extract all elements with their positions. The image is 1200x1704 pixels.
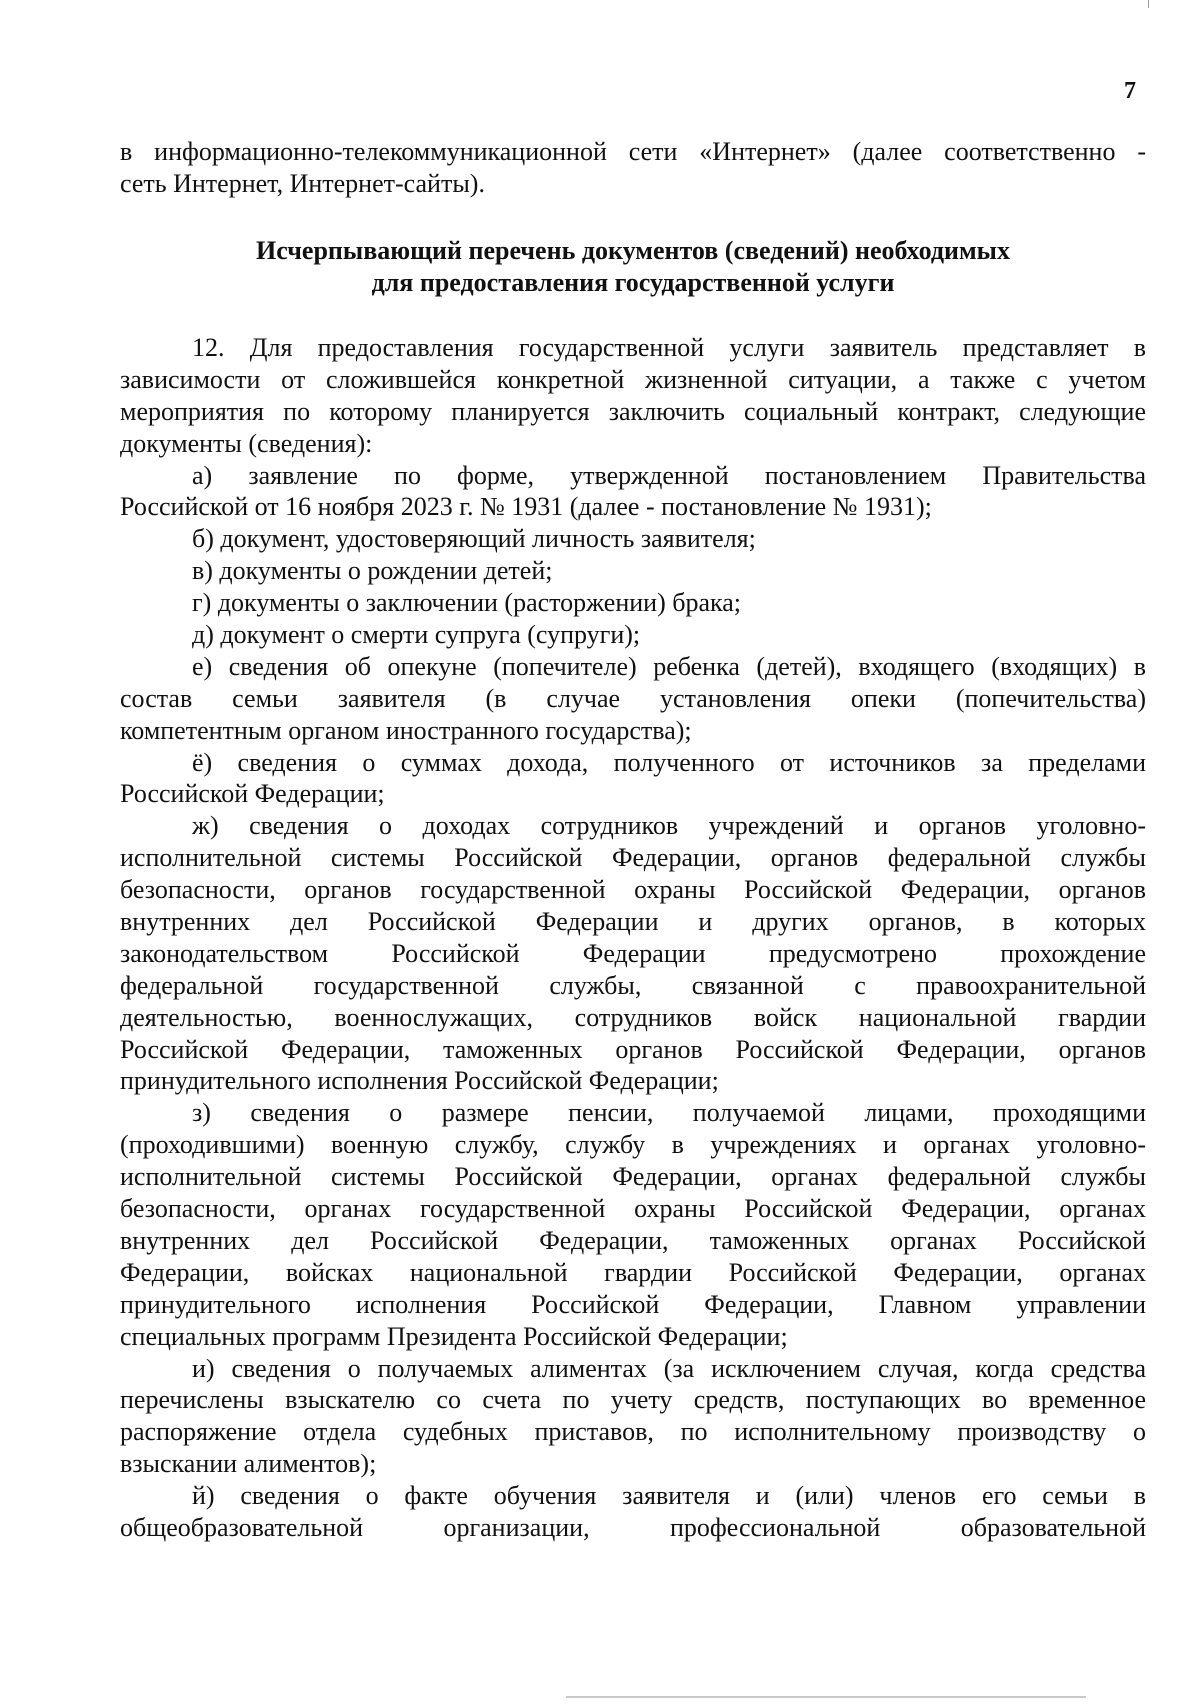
scan-edge-mark [1148, 0, 1149, 8]
paragraph-line: Федерации, войсках национальной гвардии Российской Федерации, органах [120, 1257, 1146, 1287]
list-item [120, 1480, 1146, 1544]
paragraph-line: принудительного исполнения Российской Федерации; [120, 1066, 719, 1096]
document-list [120, 332, 1146, 1544]
paragraph-line: внутренних дел Российской Федерации и других органов, в которых [120, 907, 1146, 937]
list-item [120, 555, 1146, 587]
paragraph-line: состав семьи заявителя (в случае установления опеки (попечительства) [120, 683, 1146, 713]
list-item [120, 810, 1146, 1097]
paragraph-line: исполнительной системы Российской Федерации, органах федеральной службы [120, 1162, 1146, 1192]
paragraph-line: в) документы о рождении детей; [192, 556, 553, 586]
list-item [120, 651, 1146, 747]
list-item [120, 587, 1146, 619]
list-item [120, 523, 1146, 555]
paragraph-line: зависимости от сложившейся конкретной жизненной ситуации, а также с учетом [120, 364, 1146, 394]
paragraph-line: Российской Федерации; [120, 779, 385, 809]
section-heading-line: Исчерпывающий перечень документов (сведений) необходимых [256, 236, 1010, 265]
paragraph-line: мероприятия по которому планируется заключить социальный контракт, следующие [120, 396, 1146, 426]
paragraph-line: г) документы о заключении (расторжении) брака; [192, 588, 742, 618]
paragraph-line: Российской Федерации, таможенных органов Российской Федерации, органов [120, 1034, 1146, 1064]
paragraph-line: внутренних дел Российской Федерации, таможенных органах Российской [120, 1225, 1146, 1255]
paragraph-line: и) сведения о получаемых алиментах (за исключением случая, когда средства [192, 1353, 1146, 1383]
list-item [120, 460, 1146, 524]
section-heading [120, 235, 1146, 299]
paragraph-line: законодательством Российской Федерации предусмотрено прохождение [120, 938, 1146, 968]
paragraph-line: б) документ, удостоверяющий личность заявителя; [192, 524, 756, 554]
intro-line: в информационно-телекоммуникационной сети «Интернет» (далее соответственно - [120, 137, 1146, 166]
page-number: 7 [1124, 78, 1136, 104]
paragraph-line: 12. Для предоставления государственной услуги заявитель представляет в [192, 333, 1146, 362]
paragraph-line: распоряжение отдела судебных приставов, по исполнительному производству о [120, 1417, 1146, 1447]
paragraph-line: е) сведения об опекуне (попечителе) ребенка (детей), входящего (входящих) в [192, 651, 1146, 681]
paragraph-line: ё) сведения о суммах дохода, полученного от источников за пределами [192, 747, 1146, 777]
paragraph-line: специальных программ Президента Российской Федерации; [120, 1321, 788, 1351]
list-item [120, 747, 1146, 811]
paragraph-line: й) сведения о факте обучения заявителя и (или) членов его семьи в [192, 1481, 1146, 1511]
paragraph-line: д) документ о смерти супруга (супруги); [192, 620, 641, 650]
paragraph-line: компетентным органом иностранного государства); [120, 715, 692, 745]
paragraph-line: деятельностью, военнослужащих, сотрудников войск национальной гвардии [120, 1002, 1146, 1032]
intro-line: сеть Интернет, Интернет-сайты). [120, 168, 485, 198]
paragraph-line: Российской от 16 ноября 2023 г. № 1931 (далее - постановление № 1931); [120, 492, 932, 522]
paragraph-line: безопасности, органах государственной охраны Российской Федерации, органах [120, 1194, 1146, 1224]
paragraph-line: з) сведения о размере пенсии, получаемой лицами, проходящими [192, 1098, 1146, 1128]
paragraph-line: (проходившими) военную службу, службу в учреждениях и органах уголовно- [120, 1130, 1146, 1160]
paragraph-line: федеральной государственной службы, связанной с правоохранительной [120, 970, 1146, 1000]
paragraph-line: общеобразовательной организации, профессиональной образовательной [120, 1512, 1146, 1542]
list-item [120, 619, 1146, 651]
paragraph-line: документы (сведения): [120, 428, 373, 458]
paragraph-line: а) заявление по форме, утвержденной постановлением Правительства [192, 460, 1146, 490]
paragraph-line: исполнительной системы Российской Федерации, органов федеральной службы [120, 843, 1146, 873]
paragraph-line: принудительного исполнения Российской Федерации, Главном управлении [120, 1289, 1146, 1319]
scan-bottom-rule [566, 1696, 1086, 1698]
list-item [120, 332, 1146, 460]
section-heading-line: для предоставления государственной услуги [371, 268, 895, 297]
paragraph-line: взыскании алиментов); [120, 1449, 377, 1479]
list-item [120, 1353, 1146, 1481]
list-item [120, 1097, 1146, 1352]
intro-paragraph [120, 136, 1146, 200]
paragraph-line: перечислены взыскателю со счета по учету средств, поступающих во временное [120, 1385, 1146, 1415]
paragraph-line: безопасности, органов государственной охраны Российской Федерации, органов [120, 875, 1146, 905]
paragraph-line: ж) сведения о доходах сотрудников учреждений и органов уголовно- [192, 811, 1146, 841]
